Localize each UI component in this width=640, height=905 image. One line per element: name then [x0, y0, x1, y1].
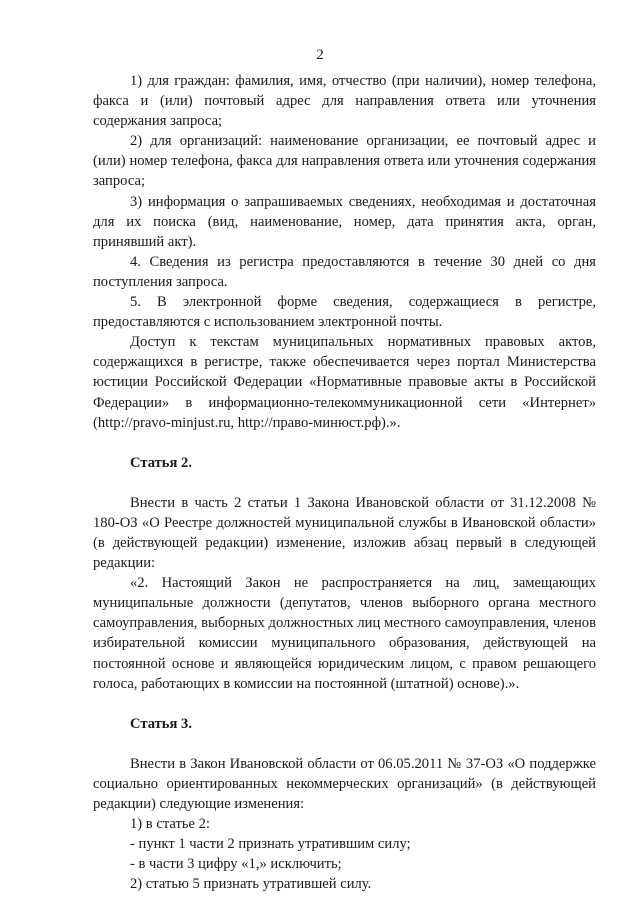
- article1-paragraph: 1) для граждан: фамилия, имя, отчество (при наличии), номер телефона, факса и (или) почтовый адрес для направления ответа или уточнения содержания запроса;: [93, 73, 596, 130]
- article3-heading: Статья 3.: [130, 715, 192, 732]
- article2-heading: Статья 2.: [130, 454, 192, 471]
- article1-paragraph: 2) для организаций: наименование организации, ее почтовый адрес и (или) номер телефона, факса для направления ответа или уточнения содержания запроса;: [93, 133, 596, 190]
- article3-paragraph: Внести в Закон Ивановской области от 06.05.2011 № 37-ОЗ «О поддержке социально ориентированных некоммерческих организаций» (в действующей редакции) следующие изменения:: [93, 755, 596, 812]
- article3-list-item: 1) в статье 2:: [130, 816, 210, 833]
- article3-list-item: - в части 3 цифру «1,» исключить;: [130, 856, 342, 873]
- article2-paragraph: «2. Настоящий Закон не распространяется на лиц, замещающих муниципальные должности (депутатов, членов выборного органа местного самоуправления, выборных должностных лиц местного самоуправления, членов избирательной комиссии муниципального образования, действующей на постоянной основе и являющейся юридическим лицом, с правом решающего голоса, работающих в комиссии на постоянной (штатной) основе).».: [93, 575, 596, 692]
- article1-paragraph: Доступ к текстам муниципальных нормативных правовых актов, содержащихся в регистре, также обеспечивается через портал Министерства юстиции Российской Федерации «Нормативные правовые акты в Российской Федерации» в информационно-телекоммуникационной сети «Интернет» (http://pravo-minjust.ru, http://право-минюст.рф).».: [93, 334, 596, 431]
- article2-paragraph: Внести в часть 2 статьи 1 Закона Ивановской области от 31.12.2008 № 180-ОЗ «О Реестре должностей муниципальной службы в Ивановской области» (в действующей редакции) изменение, изложив абзац первый в следующей редакции:: [93, 494, 596, 572]
- article1-paragraph: 5. В электронной форме сведения, содержащиеся в регистре, предоставляются с использованием электронной почты.: [93, 294, 596, 331]
- document-body: [93, 71, 596, 894]
- article1-paragraph: 3) информация о запрашиваемых сведениях, необходимая и достаточная для их поиска (вид, наименование, номер, дата принятия акта, орган, принявший акт).: [93, 193, 596, 250]
- article3-list-item: 2) статью 5 признать утратившей силу.: [130, 876, 372, 893]
- article3-list-item: - пункт 1 части 2 признать утратившим силу;: [130, 836, 411, 853]
- page-number: 2: [316, 47, 324, 63]
- article1-paragraph: 4. Сведения из регистра предоставляются в течение 30 дней со дня поступления запроса.: [93, 253, 596, 290]
